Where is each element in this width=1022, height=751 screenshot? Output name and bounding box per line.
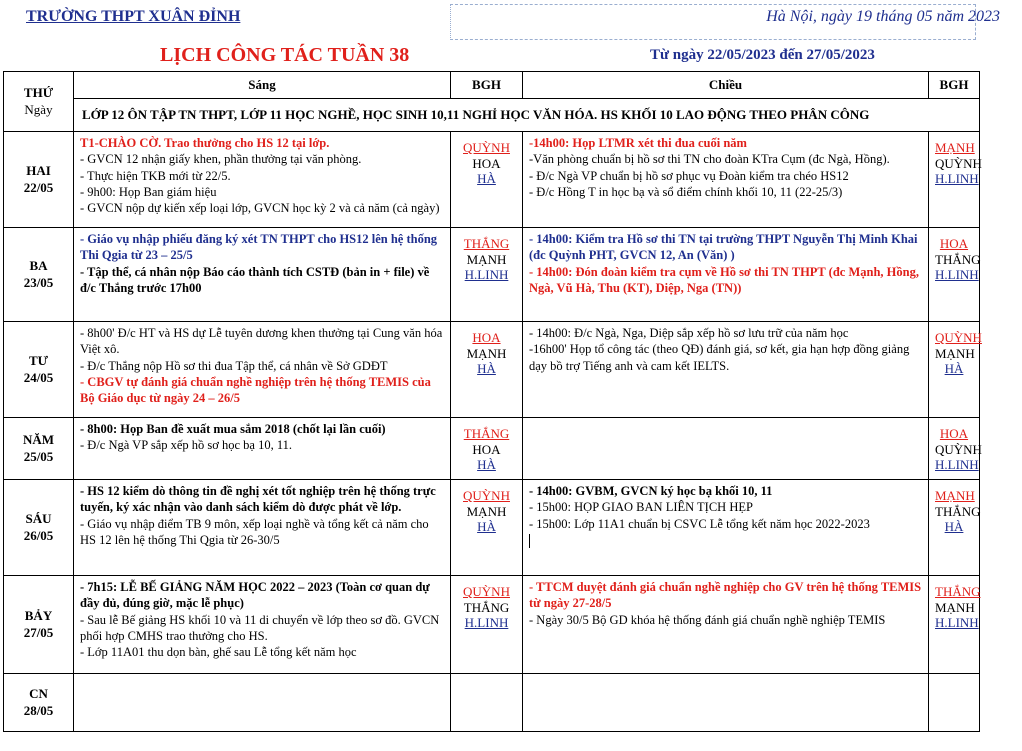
bgh-afternoon-cell xyxy=(929,132,980,228)
schedule-line: - TTCM duyệt đánh giá chuẩn nghề nghiệp cho GV trên hệ thống TEMIS từ ngày 27-28/5 xyxy=(529,580,922,611)
day-row xyxy=(4,576,980,674)
day-name: NĂM xyxy=(22,431,55,447)
duty-name: HOA xyxy=(472,155,501,171)
duty-name: QUỲNH xyxy=(935,155,982,171)
schedule-line: - 14h00: Kiểm tra Hồ sơ thi TN tại trường THPT Nguyễn Thị Minh Khai (đc Quỳnh PHT, GVCN 12, An (Văn) ) xyxy=(529,232,918,263)
duty-name: THẮNG xyxy=(935,584,981,599)
duty-name: HOA xyxy=(472,441,501,457)
bgh-morning-cell xyxy=(451,322,523,418)
schedule-line: - 14h00: Đón đoàn kiểm tra cụm về Hồ sơ thi TN THPT (đc Mạnh, Hồng, Ngà, Vũ Hà, Thu (KT), Diệp, Nga (TN)) xyxy=(529,264,919,295)
schedule-line: -Văn phòng chuẩn bị hồ sơ thi TN cho đoàn KTra Cụm (đc Ngà, Hồng). xyxy=(529,152,890,167)
day-cell xyxy=(4,576,74,674)
header-row xyxy=(4,72,980,99)
schedule-line: - 8h00: Họp Ban đề xuất mua sắm 2018 (chốt lại lần cuối) xyxy=(80,422,386,436)
schedule-line: - 14h00: Đ/c Ngà, Nga, Diệp sắp xếp hồ sơ lưu trữ của năm học xyxy=(529,326,849,340)
bgh-morning-cell xyxy=(451,228,523,322)
bgh-afternoon-cell xyxy=(929,674,980,732)
morning-cell xyxy=(74,322,451,418)
schedule-line: - Đ/c Ngà VP sắp xếp hồ sơ học bạ 10, 11. xyxy=(80,438,293,453)
duty-name: HÀ xyxy=(477,361,496,377)
morning-cell xyxy=(74,576,451,674)
day-name: BA xyxy=(29,257,48,273)
bgh-afternoon-cell xyxy=(929,322,980,418)
duty-name: H.LINH xyxy=(935,171,979,187)
day-row xyxy=(4,674,980,732)
day-row xyxy=(4,480,980,576)
day-name: BẢY xyxy=(24,607,53,623)
day-name: HAI xyxy=(26,162,51,178)
schedule-line: -16h00' Họp tổ công tác (theo QĐ) đánh giá, sơ kết, gia hạn hợp đồng giảng dạy bồ trợ Tiếng anh và cam kết IELTS. xyxy=(529,342,910,373)
col-header-bgh-pm: BGH xyxy=(929,72,980,99)
bgh-morning-cell xyxy=(451,480,523,576)
col-header-sang: Sáng xyxy=(74,72,451,99)
schedule-line: - GVCN 12 nhận giấy khen, phần thưởng tại văn phòng. xyxy=(80,152,362,167)
schedule-line: - HS 12 kiểm dò thông tin đề nghị xét tốt nghiệp trên hệ thống trực tuyến, ký xác nhận vào danh sách kiểm dò được phát về lớp. xyxy=(80,484,436,515)
weekly-banner: LỚP 12 ÔN TẬP TN THPT, LỚP 11 HỌC NGHỀ, HỌC SINH 10,11 NGHỈ HỌC VĂN HÓA. HS KHỐI 10 LAO ĐỘNG THEO PHÂN CÔNG xyxy=(74,99,980,132)
page-title: LỊCH CÔNG TÁC TUẦN 38 xyxy=(160,44,410,66)
bgh-morning-cell xyxy=(451,576,523,674)
schedule-line: - Lớp 11A01 thu dọn bàn, ghế sau Lễ tổng kết năm học xyxy=(80,645,357,659)
banner-row xyxy=(4,99,980,132)
bgh-afternoon-cell xyxy=(929,228,980,322)
issue-date: Hà Nội, ngày 19 tháng 05 năm 2023 xyxy=(766,8,1000,25)
schedule-line: - 15h00: Lớp 11A1 chuẩn bị CSVC Lễ tổng kết năm học 2022-2023 xyxy=(529,516,870,531)
duty-name: MẠNH xyxy=(935,599,975,615)
duty-name: MẠNH xyxy=(935,488,975,503)
schedule-line: - Đ/c Ngà VP chuẩn bị hồ sơ phục vụ Đoàn kiểm tra chéo HS12 xyxy=(529,168,849,183)
duty-name: HOA xyxy=(939,236,969,251)
duty-name: QUỲNH xyxy=(463,488,510,503)
schedule-line: - 9h00: Họp Ban giám hiệu xyxy=(80,184,217,199)
schedule-line: - Giáo vụ nhập điểm TB 9 môn, xếp loại nghề và tổng kết cả năm cho HS 12 lên hệ thống Thi Qgia từ 26-30/5 xyxy=(80,516,429,547)
day-date: 26/05 xyxy=(23,527,54,543)
duty-name: H.LINH xyxy=(464,267,509,283)
day-cell xyxy=(4,228,74,322)
bgh-afternoon-cell xyxy=(929,418,980,480)
day-row xyxy=(4,418,980,480)
schedule-line: - Đ/c Hồng T in học bạ và sổ điểm chính khối 10, 11 (22-25/3) xyxy=(529,184,843,199)
duty-name: MẠNH xyxy=(935,140,975,155)
bgh-morning-cell xyxy=(451,418,523,480)
schedule-line: - Đ/c Thắng nộp Hồ sơ thi đua Tập thể, cá nhân về Sở GDĐT xyxy=(80,358,388,373)
bgh-morning-cell xyxy=(451,674,523,732)
day-date: 25/05 xyxy=(23,448,54,464)
duty-name: QUỲNH xyxy=(463,140,510,155)
schedule-line: - GVCN nộp dự kiến xếp loại lớp, GVCN học kỳ 2 và cả năm (cả ngày) xyxy=(80,201,440,215)
duty-name: H.LINH xyxy=(935,457,979,473)
afternoon-cell xyxy=(523,418,929,480)
duty-name: MẠNH xyxy=(466,503,507,519)
day-date: 28/05 xyxy=(23,702,54,718)
schedule-line: - Thực hiện TKB mới từ 22/5. xyxy=(80,168,231,183)
duty-name: HÀ xyxy=(944,519,964,535)
duty-name: HÀ xyxy=(477,171,496,187)
date-range: Từ ngày 22/05/2023 đến 27/05/2023 xyxy=(650,47,875,63)
duty-name: HÀ xyxy=(477,457,496,473)
duty-name: H.LINH xyxy=(464,615,509,631)
schedule-table xyxy=(3,71,980,732)
duty-name: THẮNG xyxy=(463,599,510,615)
duty-name: THẮNG xyxy=(935,503,981,519)
afternoon-cell xyxy=(523,322,929,418)
morning-cell xyxy=(74,132,451,228)
col-thu-label: THỨ xyxy=(23,84,54,100)
afternoon-cell xyxy=(523,480,929,576)
days-body xyxy=(4,132,980,732)
duty-name: QUỲNH xyxy=(935,441,982,457)
duty-name: THẮNG xyxy=(463,236,510,251)
afternoon-cell xyxy=(523,576,929,674)
day-row xyxy=(4,322,980,418)
afternoon-cell xyxy=(523,228,929,322)
morning-cell xyxy=(74,228,451,322)
duty-name: HOA xyxy=(472,330,501,345)
duty-name: HÀ xyxy=(477,519,496,535)
schedule-line: - Sau lễ Bế giảng HS khối 10 và 11 di chuyển về lớp theo sơ đồ. GVCN phối hợp CMHS trao thưởng cho HS. xyxy=(80,612,440,643)
duty-name: THẮNG xyxy=(463,426,510,441)
duty-name: H.LINH xyxy=(935,267,979,283)
duty-name: HOA xyxy=(939,426,969,441)
afternoon-cell xyxy=(523,674,929,732)
day-cell xyxy=(4,480,74,576)
day-name: SÁU xyxy=(25,510,52,526)
day-row xyxy=(4,132,980,228)
col-header-bgh-am: BGH xyxy=(451,72,523,99)
col-header-thu xyxy=(4,72,74,132)
schedule-line: -14h00: Họp LTMR xét thi đua cuối năm xyxy=(529,136,747,150)
day-cell xyxy=(4,132,74,228)
day-date: 22/05 xyxy=(23,179,54,195)
bgh-afternoon-cell xyxy=(929,480,980,576)
schedule-line: - CBGV tự đánh giá chuẩn nghề nghiệp trên hệ thống TEMIS của Bộ Giáo dục từ ngày 24 – 26/5 xyxy=(80,374,431,405)
duty-name: MẠNH xyxy=(935,345,975,361)
col-ngay-label: Ngày xyxy=(24,101,53,117)
schedule-line: - Giáo vụ nhập phiếu đăng ký xét TN THPT cho HS12 lên hệ thống Thi Qgia từ 23 – 25/5 xyxy=(80,232,438,263)
day-date: 23/05 xyxy=(23,274,54,290)
day-date: 27/05 xyxy=(23,624,54,640)
day-date: 24/05 xyxy=(23,369,54,385)
schedule-line: - Tập thể, cá nhân nộp Báo cáo thành tích CSTĐ (bản in + file) về đ/c Thắng trước 17h00 xyxy=(80,264,430,295)
duty-name: QUỲNH xyxy=(935,330,982,345)
day-cell xyxy=(4,674,74,732)
bgh-morning-cell xyxy=(451,132,523,228)
bgh-afternoon-cell xyxy=(929,576,980,674)
duty-name: H.LINH xyxy=(935,615,979,631)
day-cell xyxy=(4,418,74,480)
day-name: TƯ xyxy=(28,352,49,368)
duty-name: THẮNG xyxy=(935,251,981,267)
duty-name: HÀ xyxy=(944,361,964,377)
morning-cell xyxy=(74,418,451,480)
text-cursor xyxy=(529,534,530,548)
day-name: CN xyxy=(29,685,48,701)
schedule-line: - 8h00' Đ/c HT và HS dự Lễ tuyên dương khen thưởng tại Cung văn hóa Việt xô. xyxy=(80,326,443,357)
schedule-line: - 14h00: GVBM, GVCN ký học bạ khối 10, 11 xyxy=(529,484,773,498)
duty-name: MẠNH xyxy=(466,251,507,267)
schedule-line: - 15h00: HỌP GIAO BAN LIÊN TỊCH HẸP xyxy=(529,500,753,515)
day-row xyxy=(4,228,980,322)
afternoon-cell xyxy=(523,132,929,228)
school-name: TRƯỜNG THPT XUÂN ĐỈNH xyxy=(26,8,241,25)
duty-name: QUỲNH xyxy=(463,584,510,599)
col-header-chieu: Chiều xyxy=(523,72,929,99)
morning-cell xyxy=(74,674,451,732)
morning-cell xyxy=(74,480,451,576)
duty-name: MẠNH xyxy=(466,345,507,361)
schedule-line: T1-CHÀO CỜ. Trao thưởng cho HS 12 tại lớp. xyxy=(80,136,330,150)
schedule-line: - Ngày 30/5 Bộ GD khóa hệ thống đánh giá chuẩn nghề nghiệp TEMIS xyxy=(529,612,886,627)
schedule-line: - 7h15: LỄ BẾ GIẢNG NĂM HỌC 2022 – 2023 (Toàn cơ quan dự đầy đủ, đúng giờ, mặc lễ phục) xyxy=(80,580,430,611)
day-cell xyxy=(4,322,74,418)
